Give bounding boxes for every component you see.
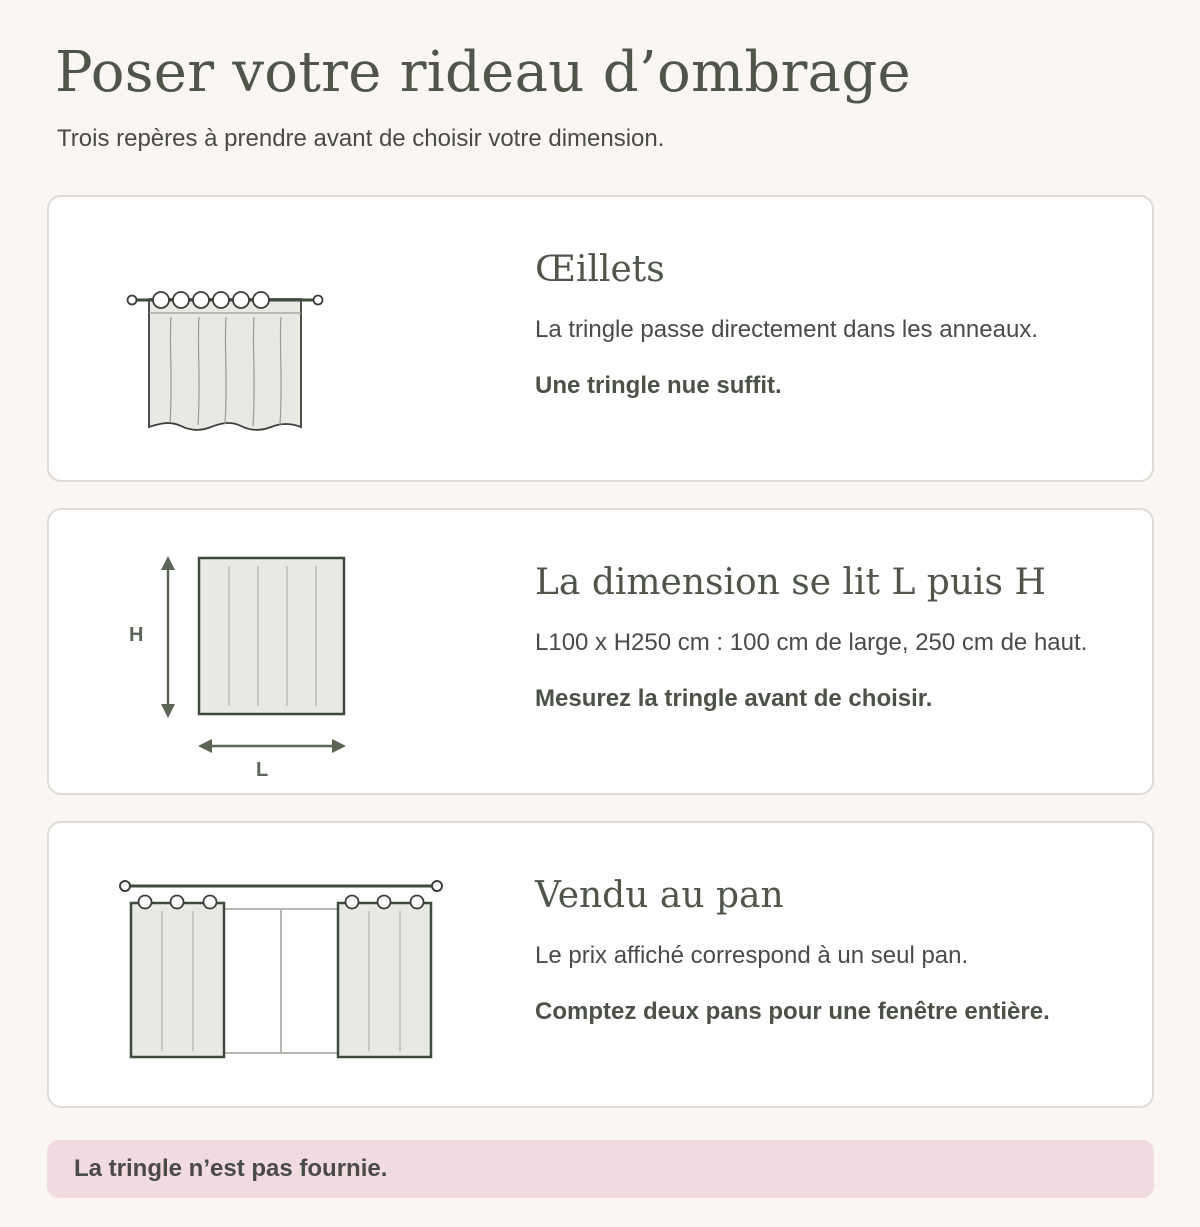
eyelet-curtain-icon — [109, 227, 469, 457]
card-description: L100 x H250 cm : 100 cm de large, 250 cm de haut. — [535, 629, 1088, 656]
height-label: H — [129, 624, 144, 646]
card-dimensions — [47, 508, 1154, 795]
card-description: Le prix affiché correspond à un seul pan. — [535, 942, 969, 969]
card-title: Vendu au pan — [535, 875, 784, 916]
card-emphasis: Mesurez la tringle avant de choisir. — [535, 685, 933, 712]
card-eyelets — [47, 195, 1154, 482]
card-emphasis: Une tringle nue suffit. — [535, 372, 782, 399]
card-title: La dimension se lit L puis H — [535, 562, 1046, 603]
page-subtitle: Trois repères à prendre avant de choisir votre dimension. — [57, 125, 665, 152]
card-text — [535, 562, 1145, 713]
card-text — [535, 249, 1145, 400]
card-per-panel — [47, 821, 1154, 1108]
curtain-dimensions-icon — [109, 540, 469, 781]
rod-not-included-notice — [47, 1140, 1154, 1198]
notice-text: La tringle n’est pas fournie. — [74, 1155, 388, 1182]
page-title: Poser votre rideau d’ombrage — [55, 40, 911, 105]
two-curtain-panels-icon — [109, 853, 469, 1083]
card-description: La tringle passe directement dans les anneaux. — [535, 316, 1038, 343]
width-label: L — [256, 759, 269, 781]
card-title: Œillets — [535, 249, 665, 290]
card-text — [535, 875, 1145, 1026]
card-emphasis: Comptez deux pans pour une fenêtre entière. — [535, 998, 1050, 1025]
